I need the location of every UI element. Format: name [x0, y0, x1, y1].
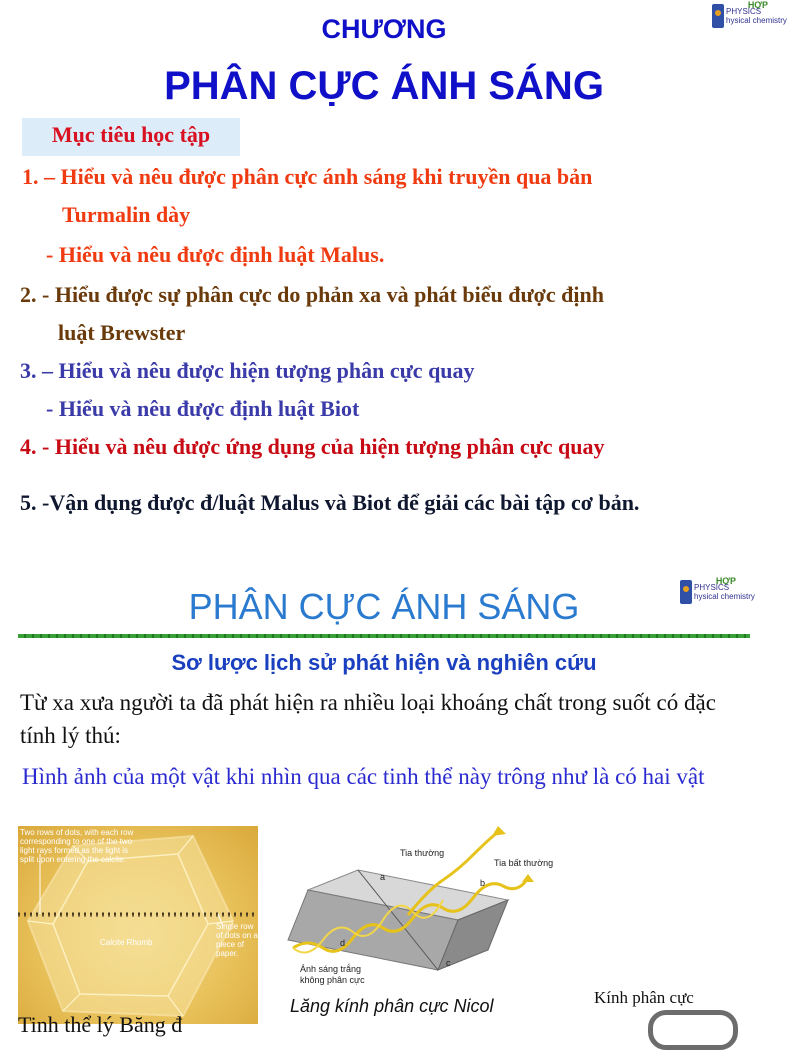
nicol-prism-diagram: [288, 820, 554, 990]
vertex-a-label: a: [380, 872, 386, 882]
logo-line2: hysical chemistry: [726, 16, 787, 25]
logo-hop: HỢP: [747, 0, 768, 10]
extraordinary-ray-label: Tia bất thường: [494, 858, 554, 868]
polarizer-label: Kính phân cực: [594, 988, 694, 1007]
unpolarized-label-1: Ánh sáng trắng: [300, 964, 362, 974]
goals-label: Mục tiêu học tập: [51, 122, 211, 147]
goal-3-line-2: - Hiểu và nêu được định luật Biot: [46, 396, 360, 421]
physics-logo-icon: [680, 576, 755, 608]
photo-right-note: Single row of dots on a piece of paper.: [216, 922, 258, 958]
slide1-title: PHÂN CỰC ÁNH SÁNG: [164, 64, 604, 108]
physics-logo-icon: [712, 0, 787, 32]
goal-2-line-1: 2. - Hiểu được sự phân cực do phản xa và phát biểu được định: [20, 282, 604, 307]
photo-center-label: Calcite Rhomb: [100, 938, 153, 947]
chapter-kicker: CHƯƠNG: [321, 14, 447, 44]
vertex-d-label: d: [340, 938, 346, 948]
ordinary-ray-label: Tia thường: [400, 848, 445, 858]
goal-3-line-1: 3. – Hiểu và nêu được hiện tượng phân cực quay: [20, 358, 475, 383]
goal-1-line-3: - Hiểu và nêu được định luật Malus.: [46, 242, 385, 267]
slide2-subtitle: Sơ lược lịch sử phát hiện và nghiên cứu: [171, 650, 597, 675]
goal-1-line-1: 1. – Hiểu và nêu được phân cực ánh sáng khi truyền qua bản: [22, 164, 593, 189]
photo-annotation: Two rows of dots, with each row corresponding to one of the two light rays formed as the light is split upon entering the calcite.: [20, 828, 134, 864]
goals-header-box: [22, 118, 240, 156]
vertex-c-label: c: [446, 958, 451, 968]
logo-hop: HỢP: [715, 576, 736, 586]
goal-5: 5. -Vận dụng được đ/luật Malus và Biot để giải các bài tập cơ bản.: [20, 490, 640, 515]
double-image-note: Hình ảnh của một vật khi nhìn qua các tinh thể này trông như là có hai vật: [22, 764, 705, 789]
goal-1-line-2: Turmalin dày: [62, 202, 191, 227]
logo-line2: hysical chemistry: [694, 592, 755, 601]
nicol-caption: Lăng kính phân cực Nicol: [290, 996, 494, 1016]
unpolarized-label-2: không phân cực: [300, 975, 365, 985]
slide2-title: PHÂN CỰC ÁNH SÁNG: [188, 586, 580, 627]
logo-line1: PHYSICS: [694, 583, 730, 592]
calcite-photo: [18, 826, 258, 1024]
green-divider: [18, 634, 750, 638]
goal-2-line-2: luật Brewster: [58, 320, 186, 345]
polarizer-glasses-image: [648, 1010, 738, 1050]
goal-4: 4. - Hiểu và nêu được ứng dụng của hiện tượng phân cực quay: [20, 434, 605, 459]
vertex-b-label: b: [480, 878, 486, 888]
intro-paragraph: Từ xa xưa người ta đã phát hiện ra nhiều loại khoáng chất trong suốt có đặc tính lý thú:: [20, 690, 716, 748]
logo-line1: PHYSICS: [726, 7, 762, 16]
crystal-caption: Tinh thể lý Băng đ: [18, 1012, 183, 1037]
